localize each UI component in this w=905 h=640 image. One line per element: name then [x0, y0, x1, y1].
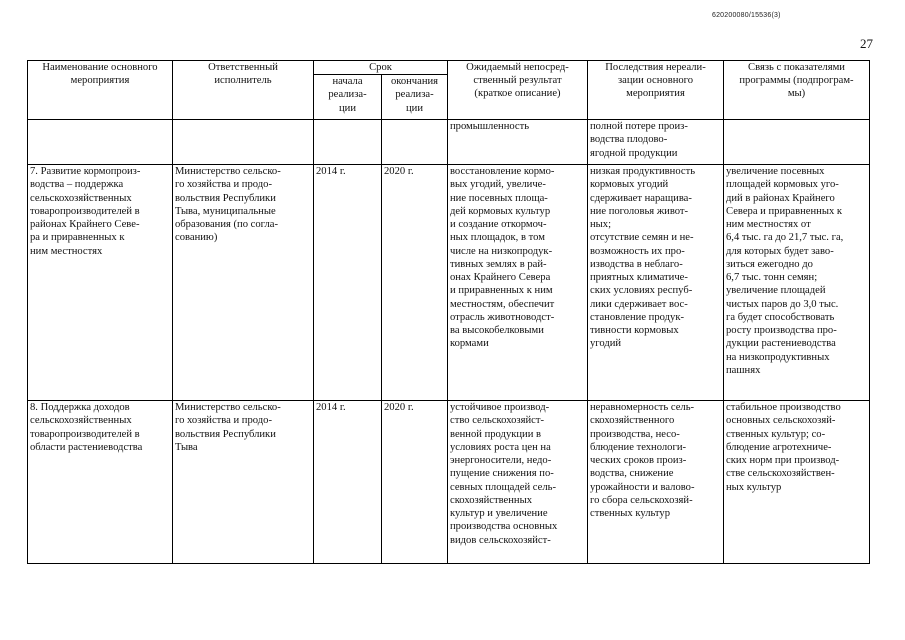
header-end: окончания реализа- ции	[382, 75, 448, 120]
cell-consequences: низкая продуктивность кормовых угодий сдерживает наращива- ние поголовья живот- ных; отсутствие семян и не- возможность их про- изводства в неблаго- приятных климатиче- ских условиях респуб- лики сдерживает вос- становление продук- тивности кормовых угодий	[588, 165, 724, 401]
cell-name	[28, 120, 173, 165]
table-row	[28, 165, 870, 401]
cell-start: 2014 г.	[314, 165, 382, 401]
cell-consequences: неравномерность сель- скохозяйственного производства, несо- блюдение технологи- ческих сроков произ- водства, снижение урожайности и валово- го сбора сельскохозяй- ственных культур	[588, 401, 724, 564]
cell-executor: Министерство сельско- го хозяйства и продо- вольствия Республики Тыва, муниципальные образования (по согла- сованию)	[173, 165, 314, 401]
cell-name: 8. Поддержка доходов сельскохозяйственных товаропроизводителей в области растениеводства	[28, 401, 173, 564]
header-row	[28, 61, 870, 75]
cell-expected-result: промышленность	[448, 120, 588, 165]
cell-expected-result: восстановление кормо- вых угодий, увеличе- ние посевных площа- дей кормовых культур и создание откормоч- ных площадок, в том числе на низкопродук- тивных землях в рай- онах Крайнего Севера и приравненных к ним местностям, обеспечит отрасль животноводст- ва высокобелковыми кормами	[448, 165, 588, 401]
header-name: Наименование основного мероприятия	[28, 61, 173, 120]
header-executor: Ответственный исполнитель	[173, 61, 314, 120]
cell-indicator-link	[724, 120, 870, 165]
cell-name: 7. Развитие кормопроиз- водства – поддержка сельскохозяйственных товаропроизводителей в районах Крайнего Севе- ра и приравненных к ним местностях	[28, 165, 173, 401]
header-consequences: Последствия нереали- зации основного мероприятия	[588, 61, 724, 120]
table-row	[28, 401, 870, 564]
cell-executor	[173, 120, 314, 165]
activities-table	[27, 60, 870, 564]
cell-end	[382, 120, 448, 165]
cell-executor: Министерство сельско- го хозяйства и продо- вольствия Республики Тыва	[173, 401, 314, 564]
cell-end: 2020 г.	[382, 401, 448, 564]
header-start: начала реализа- ции	[314, 75, 382, 120]
document-code: 620200080/15536(3)	[712, 12, 781, 19]
cell-consequences: полной потере произ- водства плодово- ягодной продукции	[588, 120, 724, 165]
cell-start	[314, 120, 382, 165]
cell-indicator-link: увеличение посевных площадей кормовых уго- дий в районах Крайнего Севера и приравненных к ним местностях от 6,4 тыс. га до 21,7 тыс. га, для которых будет заво- зиться ежегодно до 6,7 тыс. тонн семян; увеличение площадей чистых паров до 3,0 тыс. га будет способствовать росту производства про- дукции растениеводства на низкопродуктивных пашнях	[724, 165, 870, 401]
page-number: 27	[860, 36, 873, 51]
header-indicator-link: Связь с показателями программы (подпрограм- мы)	[724, 61, 870, 120]
cell-expected-result: устойчивое производ- ство сельскохозяйст- венной продукции в условиях роста цен на энергоносители, недо- пущение снижения по- севных площадей сель- скохозяйственных культур и увеличение производства основных видов сельскохозяйст-	[448, 401, 588, 564]
table-row	[28, 120, 870, 165]
cell-start: 2014 г.	[314, 401, 382, 564]
header-term: Срок	[314, 61, 448, 75]
cell-end: 2020 г.	[382, 165, 448, 401]
cell-indicator-link: стабильное производство основных сельскохозяй- ственных культур; со- блюдение агротехниче- ских норм при производ- стве сельскохозяйствен- ных культур	[724, 401, 870, 564]
header-expected-result: Ожидаемый непосред- ственный результат (краткое описание)	[448, 61, 588, 120]
